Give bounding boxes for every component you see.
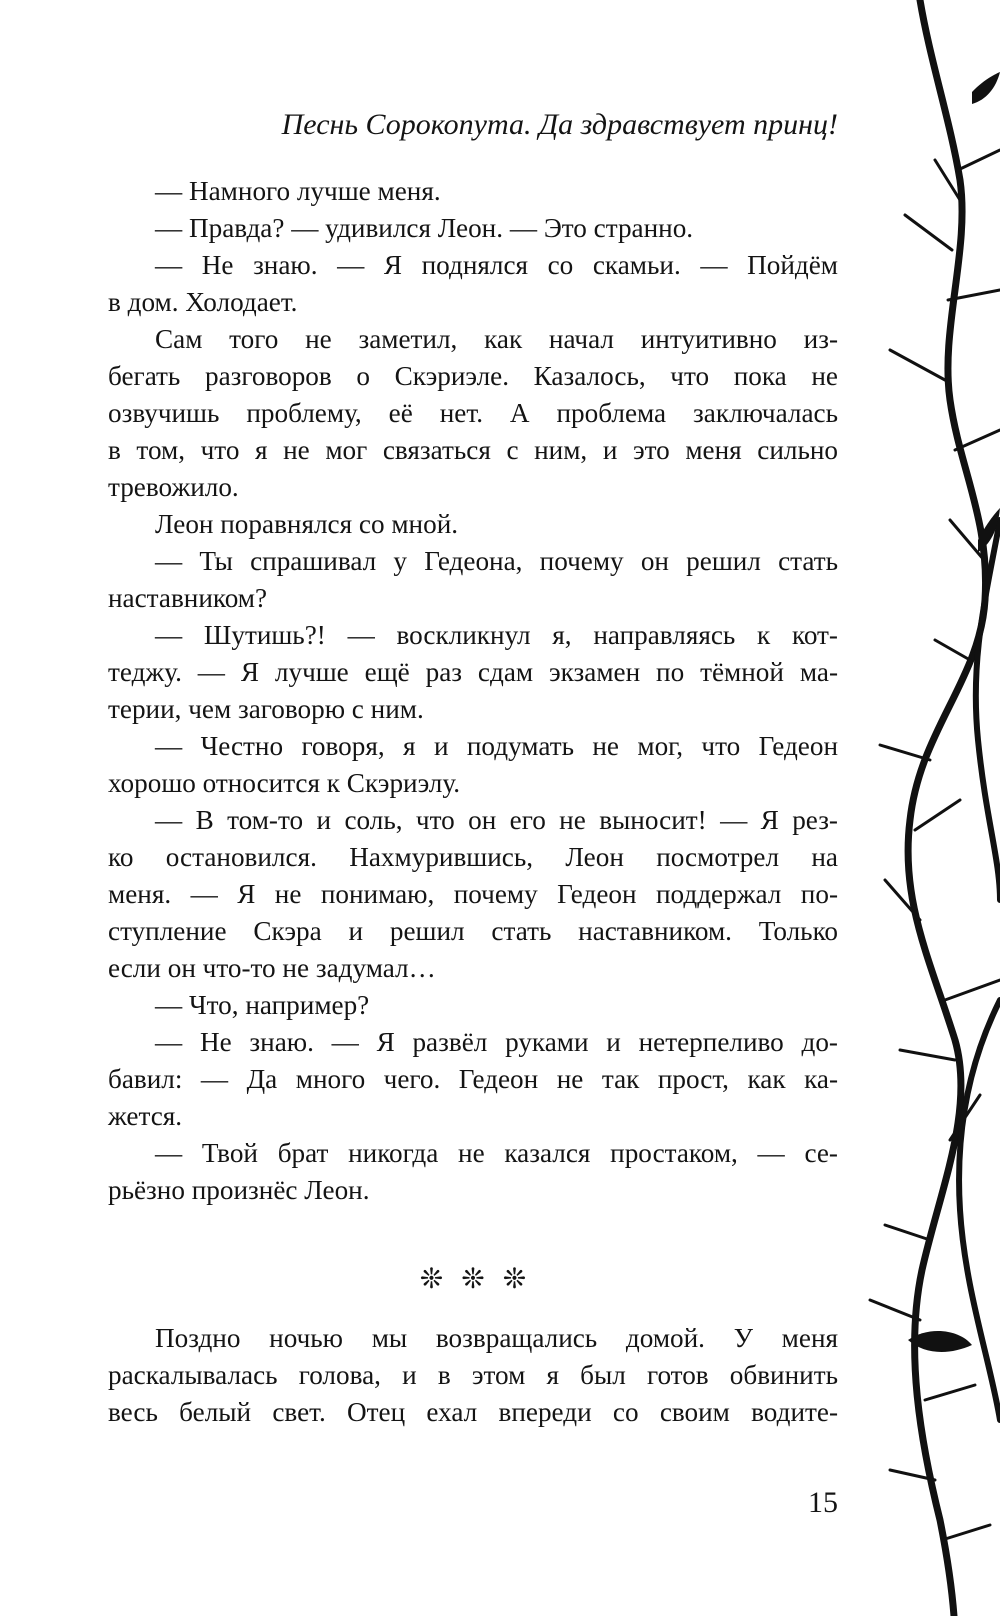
text-line: ко остановился. Нахмурившись, Леон посмотрел на bbox=[108, 842, 838, 872]
text-line: — Правда? — удивился Леон. — Это странно. bbox=[155, 213, 694, 243]
text-line: Сам того не заметил, как начал интуитивно из- bbox=[155, 324, 838, 354]
page-number: 15 bbox=[808, 1486, 838, 1519]
running-header: Песнь Сорокопута. Да здравствует принц! bbox=[281, 108, 838, 141]
body-text-continued bbox=[108, 1320, 838, 1431]
text-line: — Намного лучше меня. bbox=[155, 176, 441, 206]
text-line: меня. — Я не понимаю, почему Гедеон поддержал по- bbox=[108, 879, 838, 909]
text-line: ступление Скэра и решил стать наставником. Только bbox=[108, 916, 838, 946]
text-line: тревожило. bbox=[108, 472, 239, 502]
text-line: бегать разговоров о Скэриэле. Казалось, что пока не bbox=[108, 361, 838, 391]
text-line: — Твой брат никогда не казался простаком, — се- bbox=[155, 1138, 838, 1168]
text-line: — Не знаю. — Я поднялся со скамьи. — Пойдём bbox=[155, 250, 838, 280]
text-line: — Что, например? bbox=[155, 990, 370, 1020]
text-line: раскалывалась голова, и в этом я был готов обвинить bbox=[108, 1360, 838, 1390]
text-line: — В том-то и соль, что он его не выносит! — Я рез- bbox=[155, 805, 838, 835]
text-line: теджу. — Я лучше ещё раз сдам экзамен по тёмной ма- bbox=[108, 657, 838, 687]
text-line: — Ты спрашивал у Гедеона, почему он решил стать bbox=[155, 546, 838, 576]
text-line: озвучишь проблему, её нет. А проблема заключалась bbox=[108, 398, 838, 428]
body-text bbox=[108, 173, 838, 1209]
text-line: в дом. Холодает. bbox=[108, 287, 298, 317]
text-line: Леон поравнялся со мной. bbox=[155, 509, 459, 539]
text-line: — Не знаю. — Я развёл руками и нетерпеливо до- bbox=[155, 1027, 838, 1057]
text-line: наставником? bbox=[108, 583, 268, 613]
text-line: весь белый свет. Отец ехал впереди со своим водите- bbox=[108, 1397, 838, 1427]
thorny-vine-icon bbox=[860, 0, 1000, 1616]
text-line: — Шутишь?! — воскликнул я, направляясь к кот- bbox=[155, 620, 838, 650]
text-line: в том, что я не мог связаться с ним, и это меня сильно bbox=[108, 435, 838, 465]
section-separator: ❊❊❊ bbox=[419, 1264, 545, 1295]
text-line: хорошо относится к Скэриэлу. bbox=[108, 768, 461, 798]
text-line: жется. bbox=[108, 1101, 183, 1131]
text-line: рьёзно произнёс Леон. bbox=[108, 1175, 370, 1205]
text-line: терии, чем заговорю с ним. bbox=[108, 694, 424, 724]
text-line: бавил: — Да много чего. Гедеон не так прост, как ка- bbox=[108, 1064, 838, 1094]
text-line: — Честно говоря, я и подумать не мог, что Гедеон bbox=[155, 731, 838, 761]
text-line: если он что-то не задумал… bbox=[108, 953, 436, 983]
text-line: Поздно ночью мы возвращались домой. У меня bbox=[155, 1323, 838, 1353]
